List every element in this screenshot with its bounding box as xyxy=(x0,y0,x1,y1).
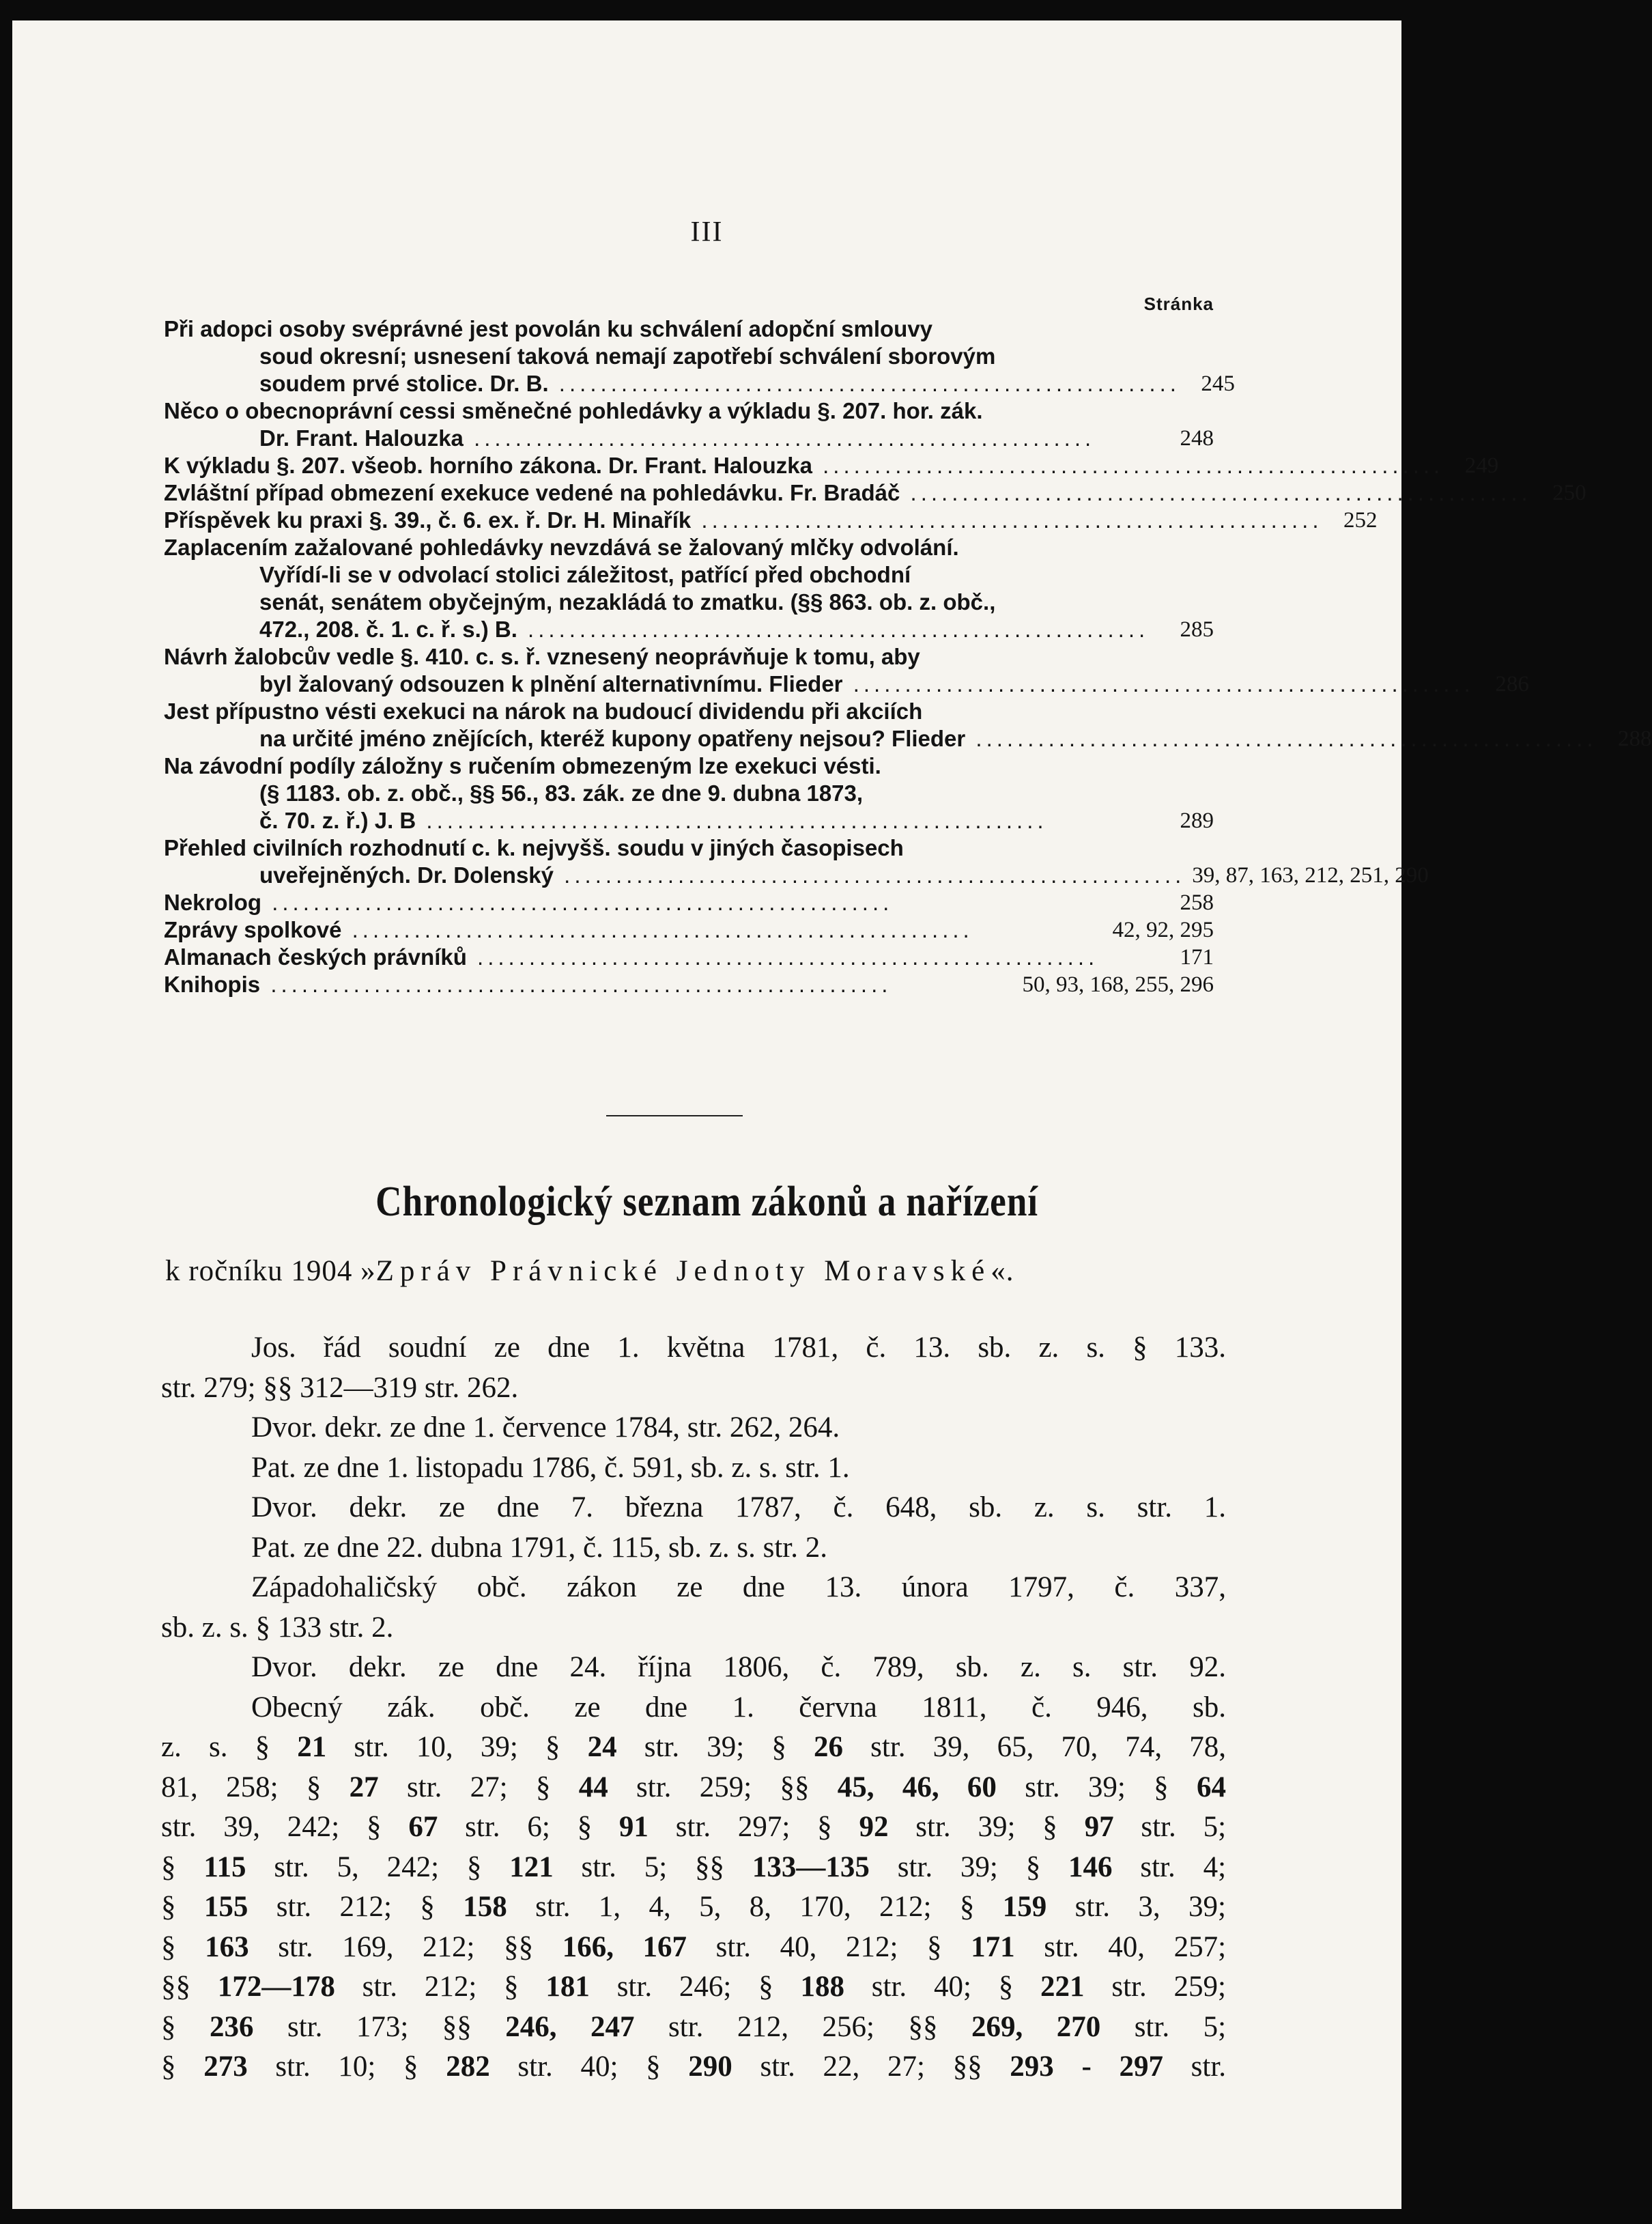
paragraph-ref-line xyxy=(161,1967,1226,2008)
toc-entry-title: byl žalovaný odsouzen k plnění alternativnímu. Flieder xyxy=(259,671,843,696)
paragraph-number: 45, 46, 60 xyxy=(837,1771,997,1803)
reference-text: str. 39; § xyxy=(888,1811,1085,1843)
toc-entry-line xyxy=(164,315,1214,343)
paragraph-number: 163 xyxy=(205,1930,249,1963)
toc-entry-line xyxy=(164,671,1529,698)
toc-entry-text xyxy=(164,780,1214,807)
reference-text: str. 259; xyxy=(1084,1971,1226,2003)
reference-text: 81, 258; § xyxy=(161,1771,350,1803)
toc-page-ref: 39, 87, 163, 212, 251, 290 xyxy=(1192,863,1429,888)
toc-leader-dots: ............................................................ xyxy=(463,425,1096,451)
law-entry-line: Pat. ze dne 1. listopadu 1786, č. 591, sb. z. s. str. 1. xyxy=(251,1451,850,1484)
toc-entry-line xyxy=(164,971,1214,998)
paragraph-number: 290 xyxy=(688,2051,732,2083)
paragraph-number: 24 xyxy=(587,1731,617,1763)
toc-leader-dots: ............................................................ xyxy=(517,617,1150,642)
toc-entry-line xyxy=(164,862,1429,889)
toc-entry-text xyxy=(164,671,1475,698)
toc-entry-line xyxy=(164,780,1214,807)
paragraph-number: 293 - 297 xyxy=(1010,2051,1163,2083)
toc-entry-text xyxy=(164,616,1159,643)
reference-text: str. 1, 4, 5, 8, 170, 212; § xyxy=(507,1891,1003,1923)
law-list xyxy=(161,1328,1226,2087)
toc-entry-line xyxy=(164,479,1586,507)
paragraph-ref-line xyxy=(161,1887,1226,1928)
law-entry-line: Dvor. dekr. ze dne 1. července 1784, str. 262, 264. xyxy=(251,1411,840,1444)
reference-text: str. 212, 256; §§ xyxy=(634,2010,971,2043)
toc-entry-line xyxy=(164,643,1214,671)
toc-leader-dots: ............................................................ xyxy=(341,917,973,942)
toc-entry-line xyxy=(164,534,1214,561)
paragraph-number: 97 xyxy=(1084,1811,1114,1843)
toc-entry-text xyxy=(164,343,1214,370)
toc-page-ref: 171 xyxy=(1180,945,1214,970)
toc-entry-line xyxy=(164,589,1214,616)
reference-text: str. 3, 39; xyxy=(1046,1891,1227,1923)
toc-entry-title: Nekrolog xyxy=(164,890,262,915)
toc-entry-title: soudem prvé stolice. Dr. B. xyxy=(259,371,549,396)
toc-entry-text xyxy=(164,479,1532,507)
reference-text: str. 5; xyxy=(1100,2010,1227,2043)
toc-entry-title: K výkladu §. 207. všeob. horního zákona. Dr. Frant. Halouzka xyxy=(164,453,812,478)
reference-text: § xyxy=(161,1891,204,1923)
toc-entry-text xyxy=(164,397,1214,425)
paragraph-number: 115 xyxy=(203,1850,246,1883)
paragraph-number: 269, 270 xyxy=(971,2010,1101,2043)
reference-text: str. 6; § xyxy=(438,1811,619,1843)
subtitle-part-b: Zpráv Právnické Jednoty Moravské xyxy=(375,1255,991,1287)
reference-text: str. xyxy=(1163,2051,1227,2083)
toc-entry-text xyxy=(164,452,1444,479)
paragraph-number: 181 xyxy=(545,1971,590,2003)
paragraph-number: 221 xyxy=(1040,1971,1085,2003)
reference-text: §§ xyxy=(161,1971,218,2003)
paragraph-ref-line xyxy=(161,1728,1226,1768)
law-entry-line: Jos. řád soudní ze dne 1. května 1781, č. 13. sb. z. s. § 133. xyxy=(251,1332,1226,1364)
toc-entry-line xyxy=(164,616,1214,643)
reference-text: str. 40; § xyxy=(844,1971,1041,2003)
reference-text: str. 259; §§ xyxy=(608,1771,838,1803)
toc-leader-dots: ............................................................ xyxy=(691,507,1323,533)
paragraph-number: 155 xyxy=(203,1891,248,1923)
paragraph-number: 246, 247 xyxy=(505,2010,635,2043)
toc-entry-title: Něco o obecnoprávní cessi směnečné pohledávky a výkladu §. 207. hor. zák. xyxy=(164,398,983,423)
toc-entry-title: Dr. Frant. Halouzka xyxy=(259,425,464,451)
toc-entry-title: Zprávy spolkové xyxy=(164,917,342,942)
paragraph-number: 133—135 xyxy=(752,1850,870,1883)
reference-text: str. 40, 257; xyxy=(1014,1930,1227,1963)
toc-entry-line xyxy=(164,561,1214,589)
toc-leader-dots: ............................................................ xyxy=(812,453,1444,478)
reference-text: str. 4; xyxy=(1112,1850,1227,1883)
reference-text: str. 10; § xyxy=(247,2051,446,2083)
section-divider xyxy=(606,1115,743,1116)
toc-entry-text xyxy=(164,725,1597,752)
paragraph-ref-line xyxy=(161,1928,1226,1968)
toc-entry-title: (§ 1183. ob. z. obč., §§ 56., 83. zák. ze dne 9. dubna 1873, xyxy=(259,780,864,806)
reference-text: § xyxy=(161,2051,204,2083)
toc-entry-title: Zvláštní případ obmezení exekuce vedené na pohledávku. Fr. Bradáč xyxy=(164,480,900,505)
toc-entry-line xyxy=(164,834,1214,862)
reference-text: str. 246; § xyxy=(589,1971,801,2003)
toc-entry-line xyxy=(164,698,1214,725)
reference-text: str. 40, 212; § xyxy=(687,1930,971,1963)
toc-entry-text xyxy=(164,561,1214,589)
paragraph-number: 158 xyxy=(463,1891,507,1923)
paragraph-ref-line xyxy=(161,2008,1226,2048)
toc-entry-text xyxy=(164,698,1214,725)
reference-text: str. 10, 39; § xyxy=(326,1731,588,1763)
toc-entry-line xyxy=(164,752,1214,780)
paragraph-number: 188 xyxy=(800,1971,844,2003)
toc-entry-text xyxy=(164,889,1159,916)
toc-entry-title: Příspěvek ku praxi §. 39., č. 6. ex. ř. Dr. H. Minařík xyxy=(164,507,692,533)
column-header: Stránka xyxy=(1143,294,1214,314)
reference-text: str. 22, 27; §§ xyxy=(732,2051,1010,2083)
reference-text: § xyxy=(161,1930,205,1963)
toc-leader-dots: ............................................................ xyxy=(965,726,1597,751)
toc-page-ref: 288 xyxy=(1618,727,1652,751)
toc-leader-dots: ............................................................ xyxy=(900,480,1532,505)
toc-entry-title: na určité jméno znějících, kteréž kupony opatřeny nejsou? Flieder xyxy=(259,726,966,751)
toc-entry-line xyxy=(164,807,1214,834)
paragraph-number: 273 xyxy=(203,2051,248,2083)
paragraph-number: 64 xyxy=(1197,1771,1226,1803)
paragraph-number: 44 xyxy=(578,1771,608,1803)
reference-text: str. 5; xyxy=(1113,1811,1227,1843)
toc-entry-line xyxy=(164,889,1214,916)
table-of-contents xyxy=(164,315,1652,998)
toc-entry-title: Návrh žalobcův vedle §. 410. c. s. ř. vznesený neoprávňuje k tomu, aby xyxy=(164,644,920,669)
toc-entry-line xyxy=(164,452,1499,479)
toc-entry-text xyxy=(164,834,1214,862)
toc-entry-line xyxy=(164,725,1652,752)
toc-leader-dots: ............................................................ xyxy=(416,808,1048,833)
reference-text: str. 169, 212; §§ xyxy=(248,1930,562,1963)
page-number: III xyxy=(690,216,724,248)
reference-text: str. 39; § xyxy=(996,1771,1197,1803)
toc-page-ref: 245 xyxy=(1201,371,1235,396)
paragraph-ref-line xyxy=(161,1848,1226,1888)
reference-text: str. 39; § xyxy=(869,1850,1069,1883)
law-entry-line: Dvor. dekr. ze dne 7. března 1787, č. 648, sb. z. s. str. 1. xyxy=(251,1491,1226,1523)
paragraph-number: 166, 167 xyxy=(562,1930,687,1963)
law-entry-line: Pat. ze dne 22. dubna 1791, č. 115, sb. z. s. str. 2. xyxy=(251,1531,827,1564)
toc-entry-text xyxy=(164,862,1185,889)
toc-entry-title: 472., 208. č. 1. c. ř. s.) B. xyxy=(259,617,517,642)
paragraph-number: 121 xyxy=(509,1850,554,1883)
paragraph-number: 27 xyxy=(349,1771,379,1803)
reference-text: str. 40; § xyxy=(489,2051,689,2083)
reference-text: str. 39, 65, 70, 74, 78, xyxy=(843,1731,1227,1763)
toc-page-ref: 286 xyxy=(1495,672,1529,696)
paragraph-ref-line xyxy=(161,1768,1226,1808)
toc-entry-text xyxy=(164,971,1016,998)
toc-page-ref: 289 xyxy=(1180,808,1214,833)
toc-leader-dots: ............................................................ xyxy=(548,371,1180,396)
reference-text: str. 39, 242; § xyxy=(161,1811,409,1843)
toc-entry-text xyxy=(164,916,1106,944)
reference-text: str. 212; § xyxy=(248,1891,464,1923)
subtitle-part-c: «. xyxy=(991,1255,1014,1287)
toc-leader-dots: ............................................................ xyxy=(466,944,1099,970)
toc-page-ref: 285 xyxy=(1180,617,1214,642)
reference-text: § xyxy=(161,2010,210,2043)
toc-leader-dots: ............................................................ xyxy=(260,972,892,997)
reference-text: § xyxy=(161,1850,204,1883)
toc-page-ref: 50, 93, 168, 255, 296 xyxy=(1022,972,1214,997)
toc-entry-text xyxy=(164,534,1214,561)
paragraph-number: 171 xyxy=(971,1930,1015,1963)
section-title: Chronologický seznam zákonů a nařízení xyxy=(375,1179,1038,1225)
toc-entry-text xyxy=(164,752,1214,780)
law-entry-line: Dvor. dekr. ze dne 24. října 1806, č. 789, sb. z. s. str. 92. xyxy=(251,1651,1226,1683)
toc-entry-line xyxy=(164,343,1214,370)
reference-text: z. s. § xyxy=(161,1731,298,1763)
reference-text: str. 5; §§ xyxy=(553,1850,752,1883)
paragraph-number: 159 xyxy=(1002,1891,1047,1923)
paragraph-number: 172—178 xyxy=(217,1971,335,2003)
toc-entry-title: Zaplacením zažalované pohledávky nevzdává se žalovaný mlčky odvolání. xyxy=(164,535,959,560)
reference-text: str. 39; § xyxy=(616,1731,814,1763)
toc-entry-title: Vyřídí-li se v odvolací stolici záležitost, patřící před obchodní xyxy=(259,562,911,587)
toc-entry-text xyxy=(164,315,1214,343)
toc-entry-title: Přehled civilních rozhodnutí c. k. nejvyšš. soudu v jiných časopisech xyxy=(164,835,904,860)
reference-text: str. 27; § xyxy=(378,1771,579,1803)
toc-entry-line xyxy=(164,507,1378,534)
law-entry-line: str. 279; §§ 312—319 str. 262. xyxy=(161,1371,519,1404)
law-entry-line: sb. z. s. § 133 str. 2. xyxy=(161,1611,394,1644)
toc-entry-line xyxy=(164,944,1214,971)
reference-text: str. 5, 242; § xyxy=(246,1850,510,1883)
paragraph-number: 26 xyxy=(814,1731,843,1763)
paragraph-number: 21 xyxy=(297,1731,327,1763)
toc-entry-title: Na závodní podíly záložny s ručením obmezeným lze exekuci vésti. xyxy=(164,753,881,778)
subtitle-part-a: k ročníku 1904 » xyxy=(165,1255,376,1287)
toc-leader-dots: ............................................................ xyxy=(261,890,894,915)
toc-entry-text xyxy=(164,807,1159,834)
law-entry-line: Obecný zák. obč. ze dne 1. června 1811, č. 946, sb. xyxy=(251,1691,1226,1723)
paragraph-number: 92 xyxy=(859,1811,889,1843)
reference-text: str. 173; §§ xyxy=(253,2010,506,2043)
law-entry-line: Západohaličský obč. zákon ze dne 13. února 1797, č. 337, xyxy=(251,1571,1226,1603)
toc-leader-dots: ............................................................ xyxy=(554,862,1186,888)
toc-page-ref: 258 xyxy=(1180,890,1214,915)
toc-page-ref: 250 xyxy=(1552,481,1586,505)
toc-page-ref: 252 xyxy=(1343,508,1378,533)
toc-entry-title: soud okresní; usnesení taková nemají zapotřebí schválení sborovým xyxy=(259,343,996,369)
toc-entry-line xyxy=(164,916,1214,944)
toc-page-ref: 249 xyxy=(1464,453,1499,478)
paragraph-ref-line xyxy=(161,2047,1226,2087)
toc-entry-title: senát, senátem obyčejným, nezakládá to zmatku. (§§ 863. ob. z. obč., xyxy=(259,589,996,615)
toc-page-ref: 42, 92, 295 xyxy=(1112,918,1214,942)
toc-entry-title: č. 70. z. ř.) J. B xyxy=(259,808,416,833)
reference-text: str. 212; § xyxy=(334,1971,546,2003)
document-page xyxy=(12,20,1652,2209)
toc-entry-line xyxy=(164,370,1235,397)
toc-entry-title: uveřejněných. Dr. Dolenský xyxy=(259,862,554,888)
reference-text: str. 297; § xyxy=(648,1811,859,1843)
toc-entry-text xyxy=(164,425,1159,452)
toc-entry-line xyxy=(164,397,1214,425)
toc-entry-title: Jest přípustno vésti exekuci na nárok na budoucí dividendu při akciích xyxy=(164,699,923,724)
toc-entry-title: Almanach českých právníků xyxy=(164,944,467,970)
toc-entry-title: Při adopci osoby svéprávné jest povolán ku schválení adopční smlouvy xyxy=(164,316,933,341)
paragraph-number: 146 xyxy=(1068,1850,1113,1883)
toc-entry-line xyxy=(164,425,1214,452)
toc-entry-text xyxy=(164,944,1159,971)
toc-entry-text xyxy=(164,370,1180,397)
toc-leader-dots: ............................................................ xyxy=(842,671,1475,696)
toc-page-ref: 248 xyxy=(1180,426,1214,451)
toc-entry-text xyxy=(164,589,1214,616)
toc-entry-text xyxy=(164,643,1214,671)
paragraph-ref-line xyxy=(161,1807,1226,1848)
paragraph-number: 91 xyxy=(618,1811,649,1843)
paragraph-number: 67 xyxy=(408,1811,438,1843)
toc-entry-title: Knihopis xyxy=(164,972,261,997)
paragraph-number: 282 xyxy=(446,2051,490,2083)
paragraph-number: 236 xyxy=(209,2010,254,2043)
section-subtitle xyxy=(165,1254,1230,1288)
toc-entry-text xyxy=(164,507,1323,534)
